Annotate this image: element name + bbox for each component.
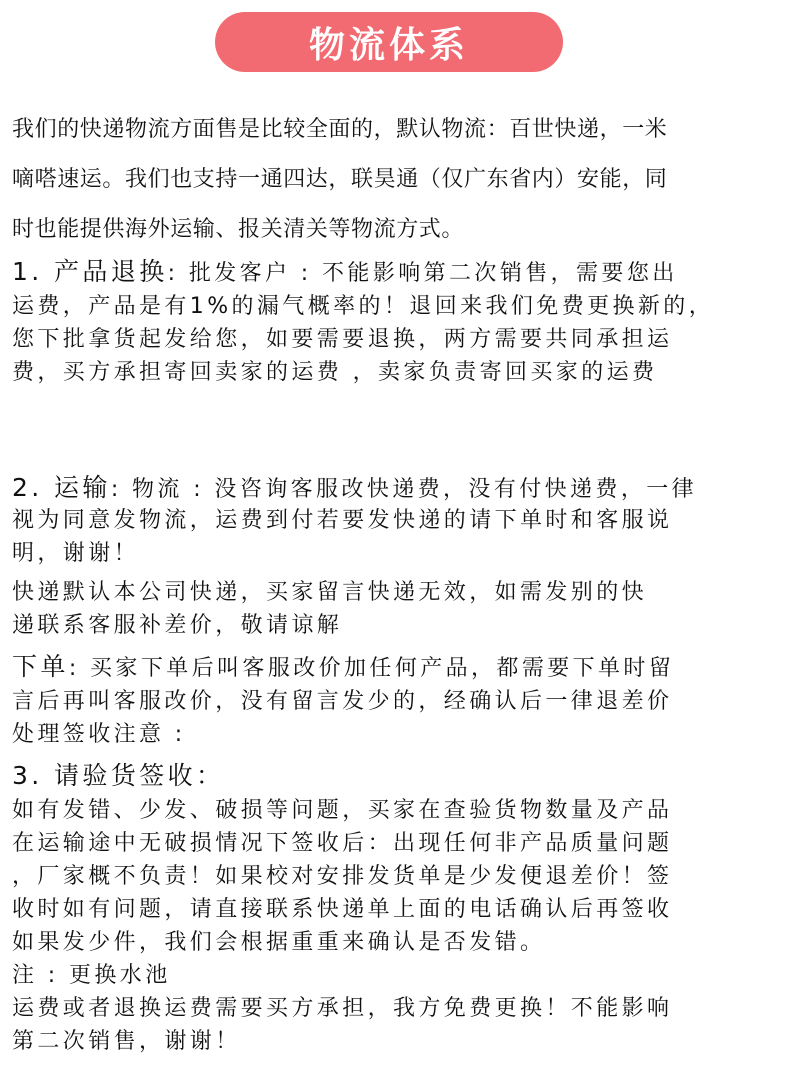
- order-line: 处理签收注意 :: [12, 722, 186, 747]
- section2-text: : 物流 : 没咨询客服改快递费，没有付快递费，一律: [110, 477, 698, 502]
- section3-line: 在运输途中无破损情况下签收后：出现任何非产品质量问题: [12, 831, 673, 856]
- order-heading: 下单: [12, 652, 69, 681]
- section2-first-line: [12, 473, 697, 505]
- section1-line: 您下批拿货起发给您，如要需要退换，两方需要共同承担运: [12, 327, 673, 352]
- section1-line: 运费，产品是有1%的漏气概率的！退回来我们免费更换新的，: [12, 294, 715, 319]
- section2-extra-line: 递联系客服补差价，敬请谅解: [12, 613, 343, 638]
- section3-heading-line: [12, 761, 224, 793]
- intro-line: 时也能提供海外运输、报关清关等物流方式。: [12, 217, 465, 242]
- section1-text: : 批发客户 : 不能影响第二次销售，需要您出: [167, 261, 678, 286]
- page-title: 物流体系: [308, 24, 469, 66]
- section3-line: 如果发少件，我们会根据重重来确认是否发错。: [12, 930, 546, 955]
- intro-line: 我们的快递物流方面售是比较全面的，默认物流：百世快递，一米: [12, 117, 668, 142]
- title-banner: [215, 12, 563, 72]
- note-line: 第二次销售，谢谢！: [12, 1029, 241, 1054]
- section1-line: 费，买方承担寄回卖家的运费 ，卖家负责寄回买家的运费: [12, 360, 658, 385]
- note-line: 运费或者退换运费需要买方承担，我方免费更换！不能影响: [12, 996, 673, 1021]
- order-first-line: [12, 652, 674, 684]
- section2-line: 明，谢谢！: [12, 541, 140, 566]
- section2-line: 视为同意发物流，运费到付若要发快递的请下单时和客服说: [12, 508, 673, 533]
- section2-extra-line: 快递默认本公司快递，买家留言快递无效，如需发别的快: [12, 580, 648, 605]
- note-heading: 注 : 更换水池: [12, 963, 171, 988]
- order-line: 言后再叫客服改价，没有留言发少的，经确认后一律退差价: [12, 689, 673, 714]
- section3-line: 收时如有问题，请直接联系快递单上面的电话确认后再签收: [12, 897, 673, 922]
- section3-line: ，厂家概不负责！如果校对安排发货单是少发便退差价！签: [12, 864, 673, 889]
- section1-first-line: [12, 257, 678, 289]
- section3-line: 如有发错、少发、破损等问题，买家在查验货物数量及产品: [12, 798, 673, 823]
- order-text: : 买家下单后叫客服改价加任何产品，都需要下单时留: [68, 656, 675, 681]
- section2-heading: 2. 运输: [12, 473, 111, 502]
- section3-heading: 3. 请验货签收：: [12, 761, 225, 790]
- intro-line: 嘀嗒速运。我们也支持一通四达，联昊通（仅广东省内）安能，同: [12, 167, 668, 192]
- section1-heading: 1. 产品退换: [12, 257, 168, 286]
